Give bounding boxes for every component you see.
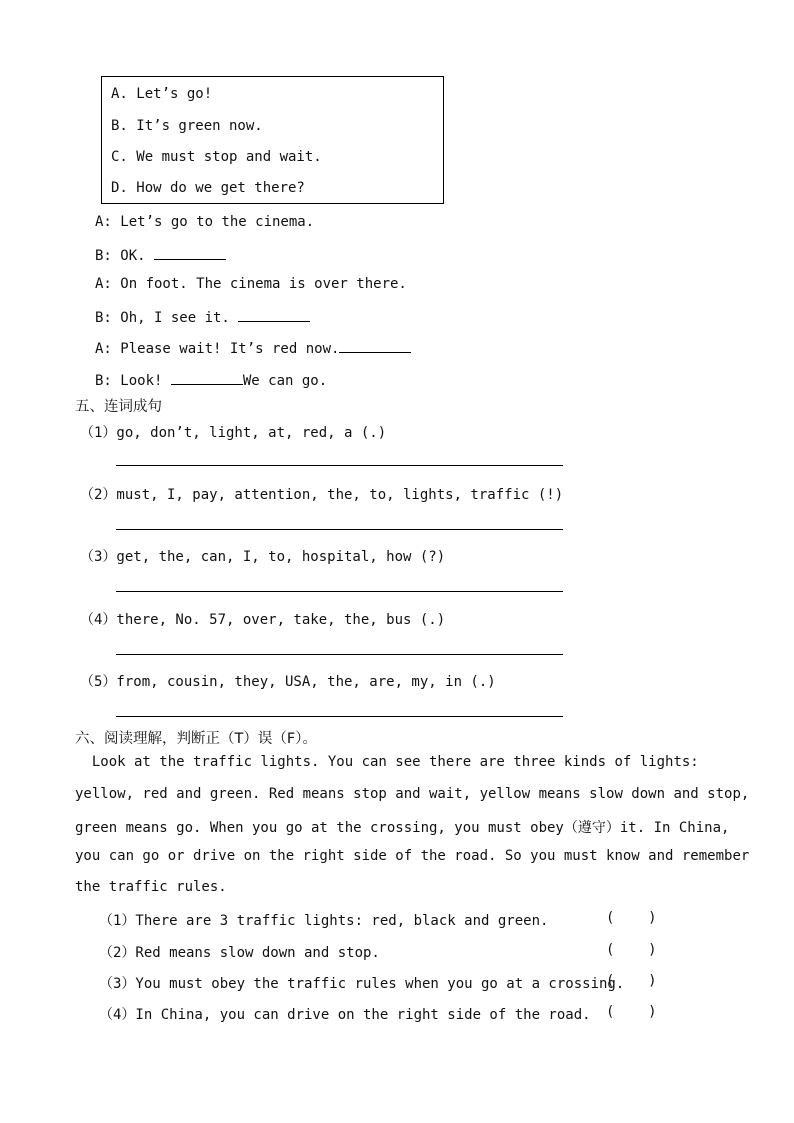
option-d: D. How do we get there? [111,180,305,196]
dialogue-line-4 [95,307,310,326]
section5-item-3: （3）get, the, can, I, to, hospital, how (?) [80,549,446,565]
dialogue-text-after: We can go. [242,373,328,389]
section5-item-2: （2）must, I, pay, attention, the, to, lights, traffic (!) [80,487,564,503]
answer-line-3[interactable] [116,591,563,592]
question-4: （4）In China, you can drive on the right side of the road. [99,1007,591,1023]
question-3: （3）You must obey the traffic rules when you go at a crossing. [99,976,625,992]
section6-heading: 六、阅读理解，判断正（T）误（F）。 [75,731,317,747]
passage-line-4: you can go or drive on the right side of the road. So you must know and remember [75,848,750,864]
option-b: B. It’s green now. [111,118,263,134]
dialogue-text: B: OK. [95,248,155,264]
answer-paren-2[interactable]: ( ) [606,942,657,958]
section5-item-5: （5）from, cousin, they, USA, the, are, my, in (.) [80,674,496,690]
dialogue-text: A: Let’s go to the cinema. [95,214,315,230]
dialogue-text: B: Oh, I see it. [95,310,239,326]
answer-blank[interactable] [171,370,243,385]
answer-line-4[interactable] [116,654,563,655]
passage-line-5: the traffic rules. [75,879,227,895]
question-2: （2）Red means slow down and stop. [99,945,380,961]
dialogue-text: B: Look! [95,373,171,389]
answer-blank[interactable] [154,245,226,260]
answer-line-2[interactable] [116,529,563,530]
section5-heading: 五、连词成句 [75,399,162,415]
answer-paren-1[interactable]: ( ) [606,910,657,926]
option-a: A. Let’s go! [111,86,213,102]
dialogue-text: A: On foot. The cinema is over there. [95,276,407,292]
answer-blank[interactable] [339,338,411,353]
answer-paren-3[interactable]: ( ) [606,973,657,989]
answer-paren-4[interactable]: ( ) [606,1004,657,1020]
dialogue-line-5 [95,338,411,357]
dialogue-line-2 [95,245,226,264]
question-1: （1）There are 3 traffic lights: red, black and green. [99,913,549,929]
passage-line-2: yellow, red and green. Red means stop and wait, yellow means slow down and stop, [75,786,750,802]
dialogue-text: A: Please wait! It’s red now. [95,341,340,357]
answer-blank[interactable] [238,307,310,322]
options-box [101,76,444,204]
passage-line-3: green means go. When you go at the crossing, you must obey（遵守）it. In China, [75,820,730,836]
answer-line-1[interactable] [116,465,563,466]
dialogue-line-3 [95,276,407,292]
answer-line-5[interactable] [116,716,563,717]
dialogue-line-6 [95,370,327,389]
option-c: C. We must stop and wait. [111,149,322,165]
dialogue-line-1 [95,214,314,230]
passage-line-1: Look at the traffic lights. You can see there are three kinds of lights: [75,754,699,770]
section5-item-1: （1）go, don’t, light, at, red, a (.) [80,425,387,441]
section5-item-4: （4）there, No. 57, over, take, the, bus (.) [80,612,446,628]
